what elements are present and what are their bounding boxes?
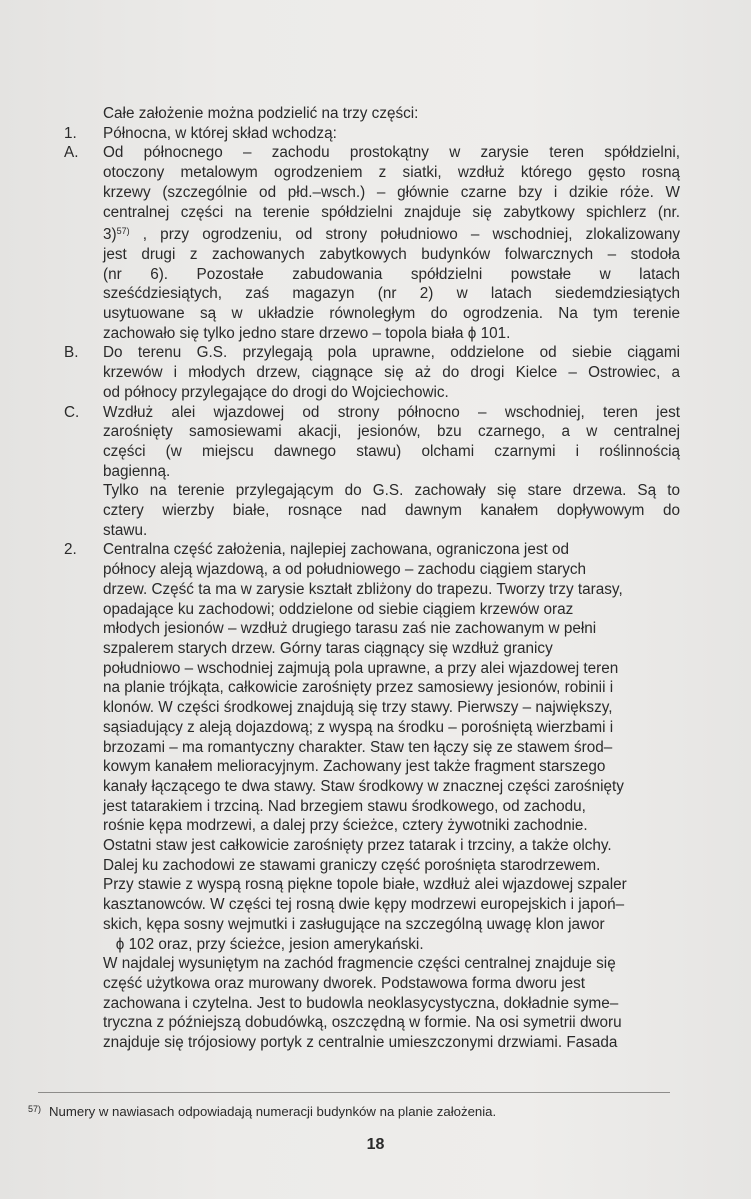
list-item-c [60, 403, 680, 541]
footnote [28, 1100, 708, 1121]
text-line: północy aleją wjazdową, a od południowego – zachodu ciągiem starych [103, 561, 587, 579]
text-line: zachowało się tylko jedno stare drzewo – topola biała ϕ 101. [103, 324, 511, 342]
footnote-marker: 57) [28, 1104, 42, 1114]
text-line: opadające ku zachodowi; oddzielone od siebie ciągiem krzewów oraz [103, 600, 574, 618]
text-line: Wzdłuż alei wjazdowej od strony północno – wschodniej, teren jest [103, 403, 680, 421]
list-item-2 [60, 540, 680, 954]
text-line: sześćdziesiątych, zaś magazyn (nr 2) w latach siedemdziesiątych [103, 285, 680, 303]
text-line: część użytkowa oraz murowany dworek. Podstawowa forma dworu jest [103, 974, 586, 992]
text-line: skich, kępa sosny wejmutki i zasługujące na szczególną uwagę klon jawor [103, 915, 605, 933]
text-line: Centralna część założenia, najlepiej zachowana, ograniczona jest od [103, 541, 569, 559]
text-line: zarośnięty samosiewami akacji, jesionów, bzu czarnego, a w centralnej [103, 423, 680, 441]
text-line: brzozami – ma romantyczny charakter. Staw ten łączy się ze stawem środ– [103, 738, 613, 756]
text-line: Tylko na terenie przylegającym do G.S. zachowały się stare drzewa. Są to [103, 482, 680, 500]
intro-line: Całe założenie można podzielić na trzy części: [103, 105, 419, 122]
list-item-1 [60, 124, 680, 144]
text-line: Przy stawie z wyspą rosną piękne topole białe, wzdłuż alei wjazdowej szpaler [103, 876, 627, 894]
text-line: znajduje się trójosiowy portyk z centralnie umieszczonymi drzwiami. Fasada [103, 1034, 618, 1052]
list-marker: A. [64, 144, 79, 162]
text-line: (nr 6). Pozostałe zabudowania spółdzielni powstałe w latach [103, 265, 680, 283]
text-line: krzewy (szczególnie od płd.–wsch.) – głównie czarne bzy i dzikie róże. W [103, 183, 680, 201]
text-line: W najdalej wysuniętym na zachód fragmencie części centralnej znajduje się [103, 955, 616, 973]
text-line: tryczna z późniejszą dobudówką, oszczędną w formie. Na osi symetrii dworu [103, 1014, 622, 1032]
body-text [60, 104, 680, 1053]
footnote-ref: 57) [116, 226, 130, 237]
text-line: Północna, w której skład wchodzą: [103, 124, 337, 142]
text-line: sąsiadujący z aleją dojazdową; z wyspą na środku – porośniętą wierzbami i [103, 718, 614, 736]
text-line: krzewów i młodych drzew, ciągnące się aż do drogi Kielce – Ostrowiec, a [103, 364, 680, 382]
text-line: ϕ 102 oraz, przy ścieżce, jesion amerykański. [103, 935, 424, 953]
text-line: bagienną. [103, 462, 171, 480]
text-line: młodych jesionów – wzdłuż drugiego tarasu zaś nie zachowanym w pełni [103, 620, 597, 638]
text-line: Do terenu G.S. przylegają pola uprawne, oddzielone od siebie ciągami [103, 344, 680, 362]
text-line: jest drugi z zachowanych zabytkowych budynków folwarcznych – stodoła [103, 245, 680, 263]
text-line: kasztanowców. W części tej rosną dwie kępy modrzewi europejskich i japoń– [103, 896, 625, 914]
list-item-a [60, 143, 680, 343]
text-line: otoczony metalowym ogrodzeniem z siatki, wzdłuż którego gęsto rosną [103, 164, 680, 182]
text-line: klonów. W części środkowej znajdują się trzy stawy. Pierwszy – największy, [103, 699, 613, 717]
list-marker: C. [64, 403, 80, 421]
text-line: części (w miejscu dawnego stawu) olchami czarnymi i roślinnością [103, 442, 680, 460]
footnote-text: Numery w nawiasach odpowiadają numeracji budynków na planie założenia. [49, 1104, 497, 1119]
text-line: południowo – wschodniej zajmują pola uprawne, a przy alei wjazdowej teren [103, 659, 619, 677]
text-line: od północy przylegające do drogi do Wojciechowic. [103, 383, 449, 401]
ref-rest: , przy ogrodzeniu, od strony południowo – wschodniej, zlokalizowany [129, 226, 680, 244]
text-line: Dalej ku zachodowi ze stawami graniczy część porośnięta starodrzewem. [103, 856, 601, 874]
text-line: Ostatni staw jest całkowicie zarośnięty przez tatarak i trzciny, a także olchy. [103, 837, 612, 855]
list-marker: B. [64, 344, 79, 362]
list-marker: 2. [64, 541, 77, 559]
text-line: usytuowane są w układzie równoległym do ogrodzenia. Na tym terenie [103, 305, 680, 323]
ref-prefix: 3) [103, 226, 117, 244]
text-line: centralnej części na terenie spółdzielni znajduje się zabytkowy spichlerz (nr. [103, 203, 680, 221]
text-line: Od północnego – zachodu prostokątny w zarysie teren spółdzielni, [103, 144, 680, 162]
text-line: na planie trójkąta, całkowicie zarośnięty przez samosiewy jesionów, robinii i [103, 679, 614, 697]
text-line: kowym kanałem melioracyjnym. Zachowany jest także fragment starszego [103, 758, 606, 776]
text-line: rośnie kępa modrzewi, a dalej przy ścieżce, cztery żywotniki zachodnie. [103, 817, 588, 835]
continuation-paragraph [60, 954, 680, 1053]
text-line: jest tatarakiem i trzciną. Nad brzegiem stawu środkowego, od zachodu, [103, 797, 586, 815]
footnote-divider [38, 1092, 670, 1093]
text-line: cztery wierzby białe, rosnące nad dawnym kanałem dopływowym do [103, 502, 680, 520]
text-line: zachowana i czytelna. Jest to budowla neoklasycystyczna, dokładnie syme– [103, 994, 619, 1012]
text-line: drzew. Część ta ma w zarysie kształt zbliżony do trapezu. Tworzy trzy tarasy, [103, 580, 623, 598]
text-line: stawu. [103, 521, 148, 539]
page-number: 18 [366, 1136, 385, 1153]
list-item-b [60, 343, 680, 402]
text-line: kanały łączącego te dwa stawy. Staw środkowy w znacznej części zarośnięty [103, 777, 624, 795]
text-line-with-footnote-ref [103, 222, 680, 245]
text-line: szpalerem starych drzew. Górny taras ciągnący się wzdłuż granicy [103, 639, 553, 657]
list-marker: 1. [64, 124, 77, 142]
